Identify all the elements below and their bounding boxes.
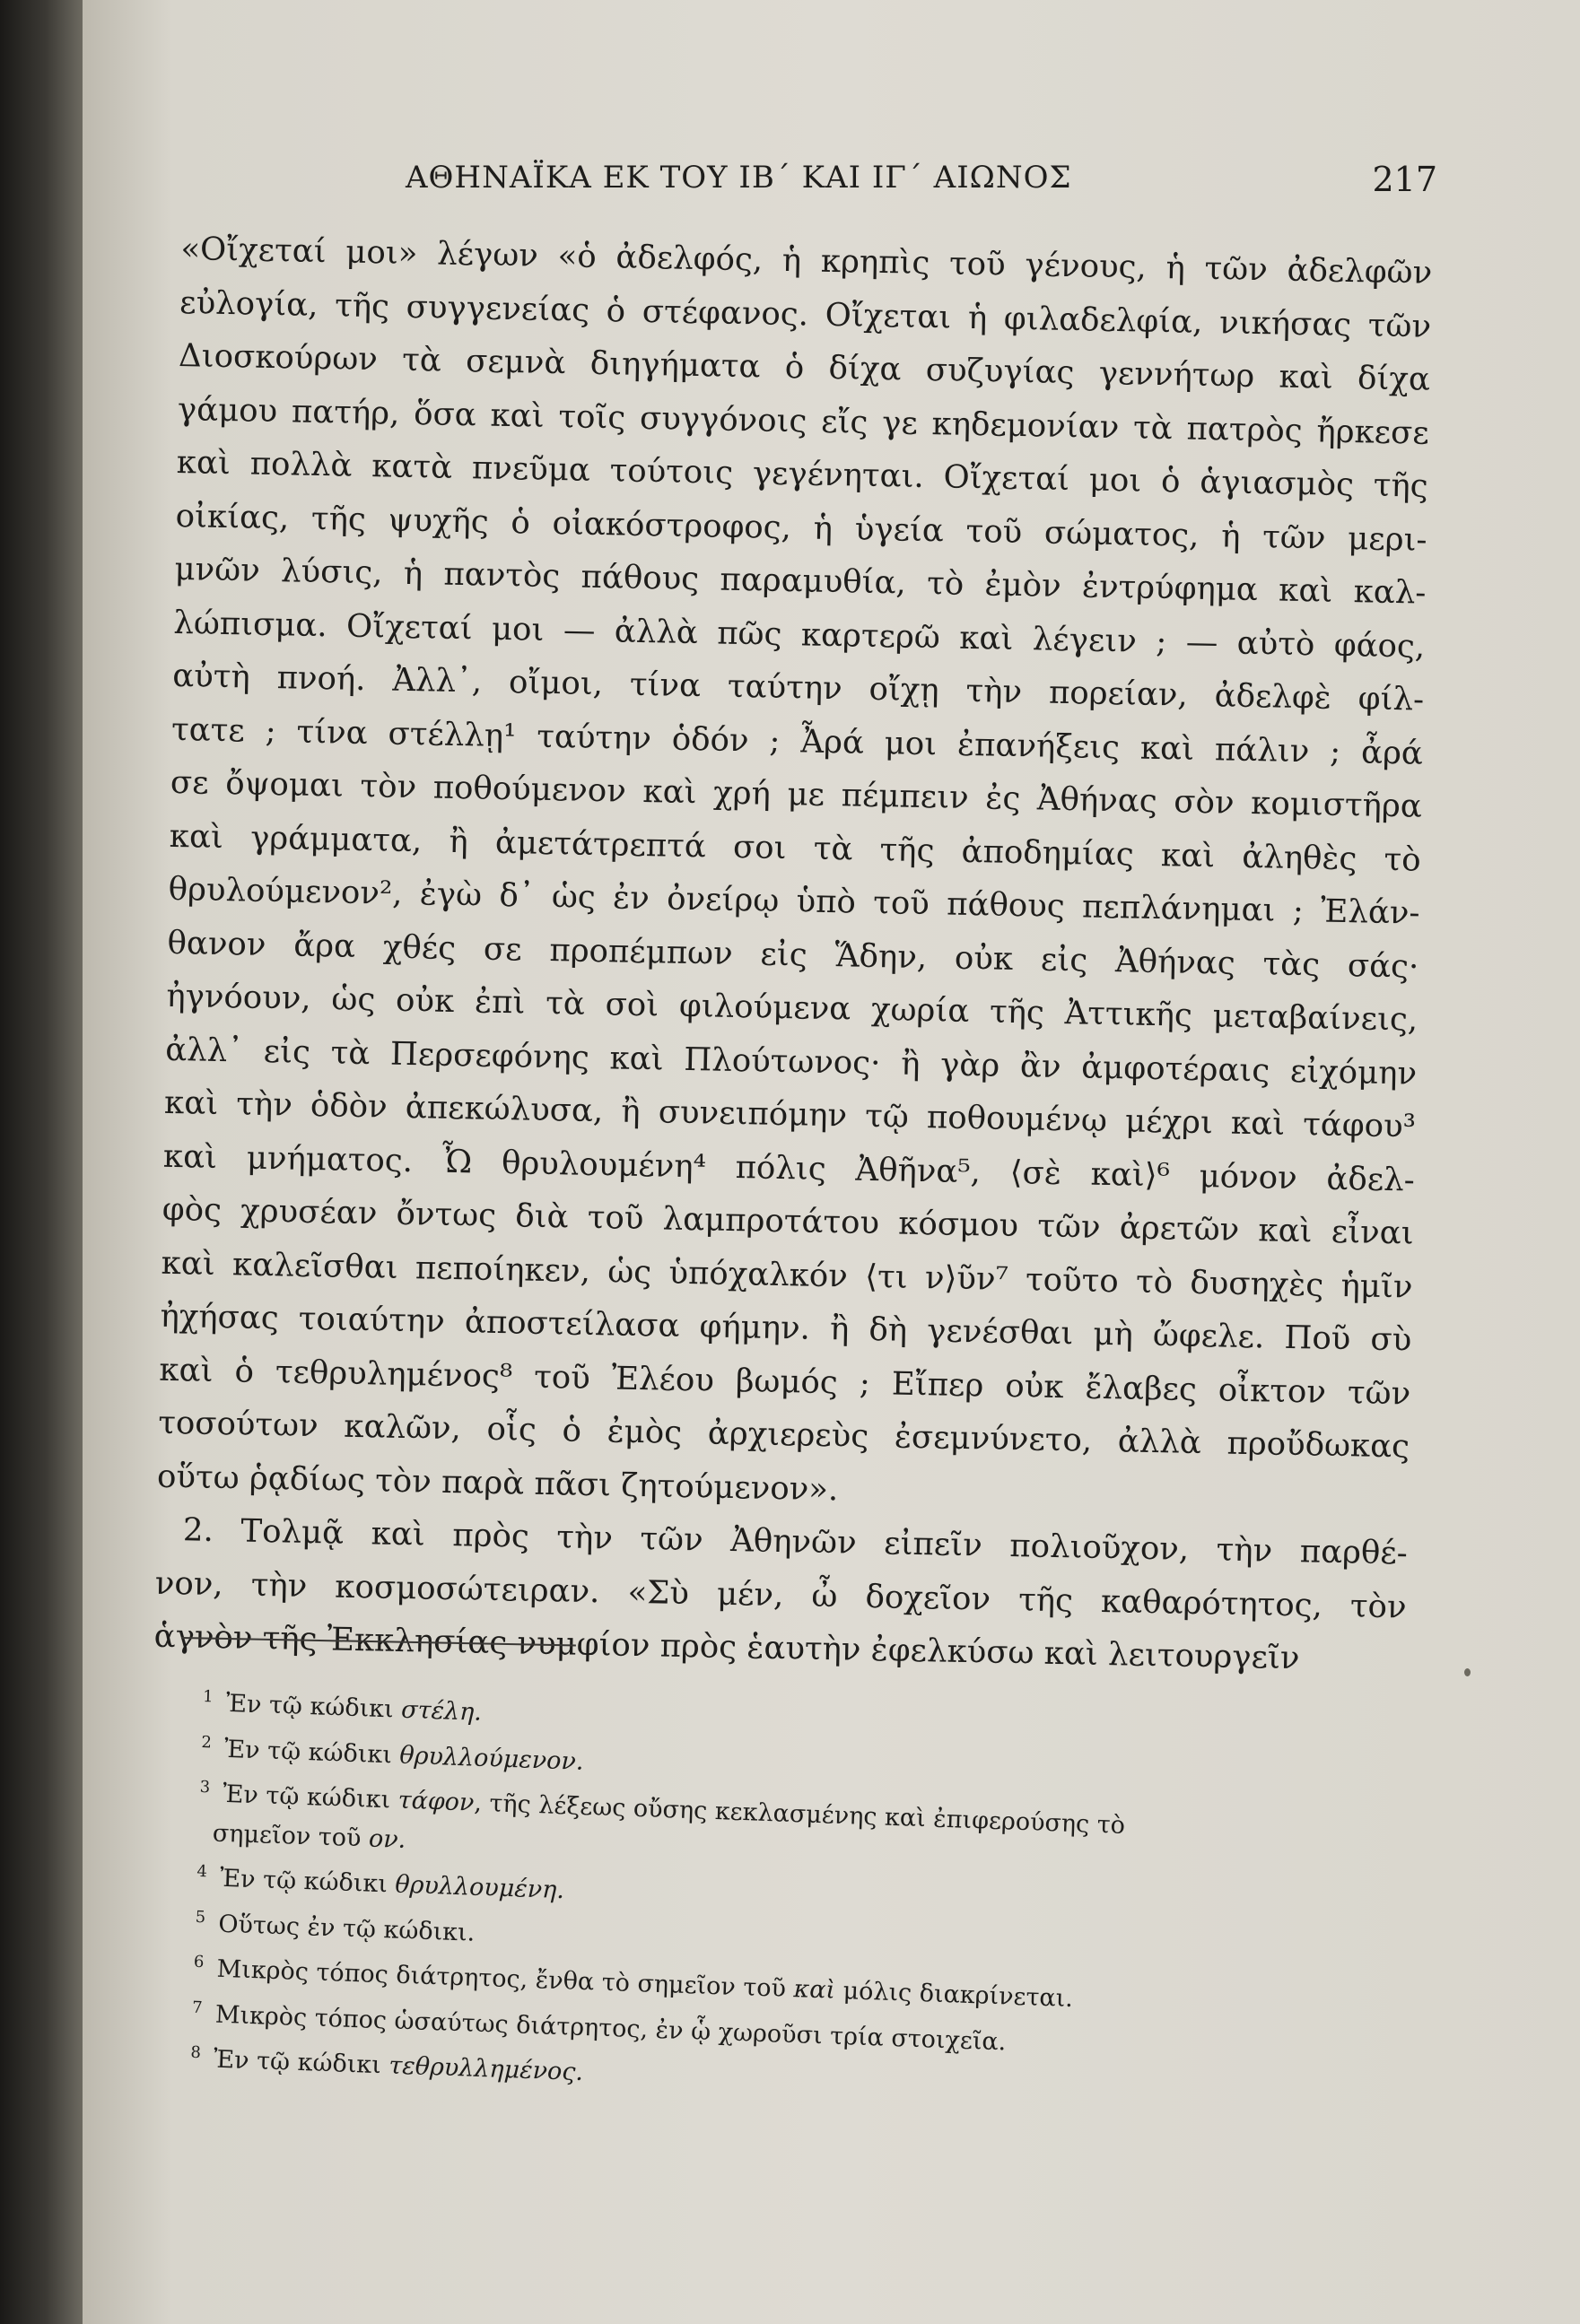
text-line: «Οἴχεταί μοι» λέγων «ὁ ἀδελφός, ἡ κρηπὶς τοῦ γένους, ἡ τῶν ἀδελφῶν	[180, 230, 1433, 292]
footnote-text: Ἐν τῷ κώδικι	[213, 2045, 389, 2080]
text-line: τατε ; τίνα στέλλῃ¹ ταύτην ὁδόν ; Ἆρά μοι ἐπανήξεις καὶ πάλιν ; ἆρά	[170, 710, 1424, 772]
footnote-number: 8	[190, 2042, 202, 2063]
page-number: 217	[1372, 160, 1437, 199]
footnote-text: Ἐν τῷ κώδικι	[225, 1689, 402, 1724]
footnote-text-tail: μόλις διακρίνεται.	[834, 1976, 1074, 2014]
footnote-emphasis: θρυλλούμενον.	[398, 1741, 585, 1776]
footnote-emphasis: τάφον	[397, 1786, 475, 1817]
footnote-text: σημεῖον τοῦ	[212, 1818, 370, 1853]
footnote-number: 3	[199, 1777, 211, 1797]
text-line: καὶ τὴν ὁδὸν ἀπεκώλυσα, ἢ συνειπόμην τῷ ποθουμένῳ μέχρι καὶ τάφου³	[163, 1084, 1417, 1145]
text-line: ἀλλ᾽ εἰς τὰ Περσεφόνης καὶ Πλούτωνος· ἢ γὰρ ἂν ἀμφοτέραις εἰχόμην	[164, 1031, 1418, 1092]
text-line: θρυλούμενον², ἐγὼ δ᾽ ὡς ἐν ὀνείρῳ ὑπὸ τοῦ πάθους πεπλάνημαι ; Ἐλάν-	[168, 870, 1420, 932]
text-line: καὶ ὁ τεθρυλημένος⁸ τοῦ Ἐλέου βωμός ; Εἴπερ οὐκ ἔλαβες οἶκτον τῶν	[159, 1351, 1411, 1413]
text-line: σε ὄψομαι τὸν ποθούμενον καὶ χρή με πέμπειν ἐς Ἀθήνας σὸν κομιστῆρα	[170, 763, 1423, 825]
footnote-emphasis: τεθρυλλημένος.	[388, 2051, 584, 2087]
text-line: εὐλογία, τῆς συγγενείας ὁ στέφανος. Οἴχεται ἡ φιλαδελφία, νικήσας τῶν	[179, 283, 1432, 345]
footnote-emphasis: καὶ	[793, 1975, 836, 2005]
text-line: φὸς χρυσέαν ὄντως διὰ τοῦ λαμπροτάτου κόσμου τῶν ἀρετῶν καὶ εἶναι	[161, 1190, 1415, 1252]
text-line: καὶ μνήματος. Ὦ θρυλουμένη⁴ πόλις Ἀθῆνα⁵, ⟨σὲ καὶ⟩⁶ μόνον ἀδελ-	[162, 1137, 1416, 1199]
text-line: ἠγνόουν, ὡς οὐκ ἐπὶ τὰ σοὶ φιλούμενα χωρία τῆς Ἀττικῆς μεταβαίνεις,	[166, 977, 1419, 1039]
paper-speck	[1464, 1668, 1471, 1676]
text-line: καὶ γράμματα, ἢ ἀμετάτρεπτά σοι τὰ τῆς ἀποδημίας καὶ ἀληθὲς τὸ	[169, 817, 1422, 879]
footnote-emphasis: ον.	[368, 1824, 406, 1854]
footnote-text: Μικρὸς τόπος διάτρητος, ἔνθα τὸ σημεῖον τοῦ	[216, 1954, 795, 2004]
main-text	[153, 222, 1433, 1687]
text-line: λώπισμα. Οἴχεταί μοι — ἀλλὰ πῶς καρτερῶ καὶ λέγειν ; — αὐτὸ φάος,	[173, 604, 1426, 666]
footnote-text-tail: , τῆς λέξεως οὔσης κεκλασμένης καὶ ἐπιφερούσης τὸ	[473, 1789, 1126, 1840]
book-page	[83, 0, 1580, 2324]
footnote-number: 2	[201, 1732, 213, 1752]
footnote-text: Ἐν τῷ κώδικι	[223, 1735, 400, 1770]
footnote-number: 4	[196, 1861, 208, 1882]
footnote-emphasis: θρυλλουμένη.	[394, 1870, 565, 1905]
text-line: καὶ καλεῖσθαι πεποίηκεν, ὡς ὑπόχαλκόν ⟨τι ν⟩ῦν⁷ τοῦτο τὸ δυσηχὲς ἡμῖν	[161, 1244, 1413, 1306]
text-line: τοσούτων καλῶν, οἷς ὁ ἐμὸς ἀρχιερεὺς ἐσεμνύνετο, ἀλλὰ προὔδωκας	[157, 1404, 1410, 1466]
text-line: οἰκίας, τῆς ψυχῆς ὁ οἰακόστροφος, ἡ ὑγεία τοῦ σώματος, ἡ τῶν μερι-	[175, 497, 1427, 559]
book-binding-shadow	[0, 0, 83, 2324]
text-line: οὕτω ῥᾳδίως τὸν παρὰ πᾶσι ζητούμενον».	[156, 1458, 839, 1508]
footnotes	[189, 1677, 1387, 2119]
footnote-text: Ἐν τῷ κώδικι	[219, 1864, 396, 1899]
text-line: ἁγνὸν τῆς Ἐκκλησίας νυμφίον πρὸς ἑαυτὴν ἐφελκύσω καὶ λειτουργεῖν	[153, 1617, 1300, 1677]
text-line: καὶ πολλὰ κατὰ πνεῦμα τούτοις γεγένηται. Οἴχεταί μοι ὁ ἁγιασμὸς τῆς	[176, 443, 1429, 505]
footnote-number: 6	[193, 1952, 205, 1972]
text-line: μνῶν λύσις, ἡ παντὸς πάθους παραμυθία, τὸ ἐμὸν ἐντρύφημα καὶ καλ-	[174, 550, 1427, 612]
text-line: αὐτὴ πνοή. Ἀλλ᾽, οἴμοι, τίνα ταύτην οἴχῃ τὴν πορείαν, ἀδελφὲ φίλ-	[171, 657, 1425, 718]
footnote-text: Μικρὸς τόπος ὡσαύτως διάτρητος, ἐν ᾧ χωροῦσι τρία στοιχεῖα.	[214, 2000, 1007, 2056]
footnote-number	[189, 1831, 213, 1832]
text-line: νον, τὴν κοσμοσώτειραν. «Σὺ μέν, ὦ δοχεῖον τῆς καθαρότητος, τὸν	[154, 1564, 1408, 1625]
footnote-text: Οὕτως ἐν τῷ κώδικι.	[217, 1910, 476, 1947]
footnote-number: 1	[202, 1686, 214, 1707]
footnote-emphasis: στέλη.	[400, 1695, 483, 1727]
footnote-number: 7	[191, 1998, 203, 2017]
text-line: θανον ἄρα χθές σε προπέμπων εἰς Ἅδην, οὐκ εἰς Ἀθήνας τὰς σάς·	[167, 924, 1419, 986]
text-line: γάμου πατήρ, ὅσα καὶ τοῖς συγγόνοις εἴς γε κηδεμονίαν τὰ πατρὸς ἤρκεσε	[177, 390, 1430, 452]
page-header	[406, 160, 1446, 213]
text-line: 2. Τολμᾷ καὶ πρὸς τὴν τῶν Ἀθηνῶν εἰπεῖν πολιοῦχον, τὴν παρθέ-	[182, 1511, 1409, 1572]
footnote-number: 5	[195, 1907, 206, 1927]
text-line: ἠχήσας τοιαύτην ἀποστείλασα φήμην. ἢ δὴ γενέσθαι μὴ ὤφελε. Ποῦ σὺ	[160, 1297, 1412, 1359]
running-title: ΑΘΗΝΑΪΚΑ ΕΚ ΤΟΥ ΙΒ΄ ΚΑΙ ΙΓ΄ ΑΙΩΝΟΣ	[406, 160, 1072, 196]
text-line: Διοσκούρων τὰ σεμνὰ διηγήματα ὁ δίχα συζυγίας γεννήτωρ καὶ δίχα	[178, 336, 1431, 398]
footnote-text: Ἐν τῷ κώδικι	[222, 1780, 399, 1815]
